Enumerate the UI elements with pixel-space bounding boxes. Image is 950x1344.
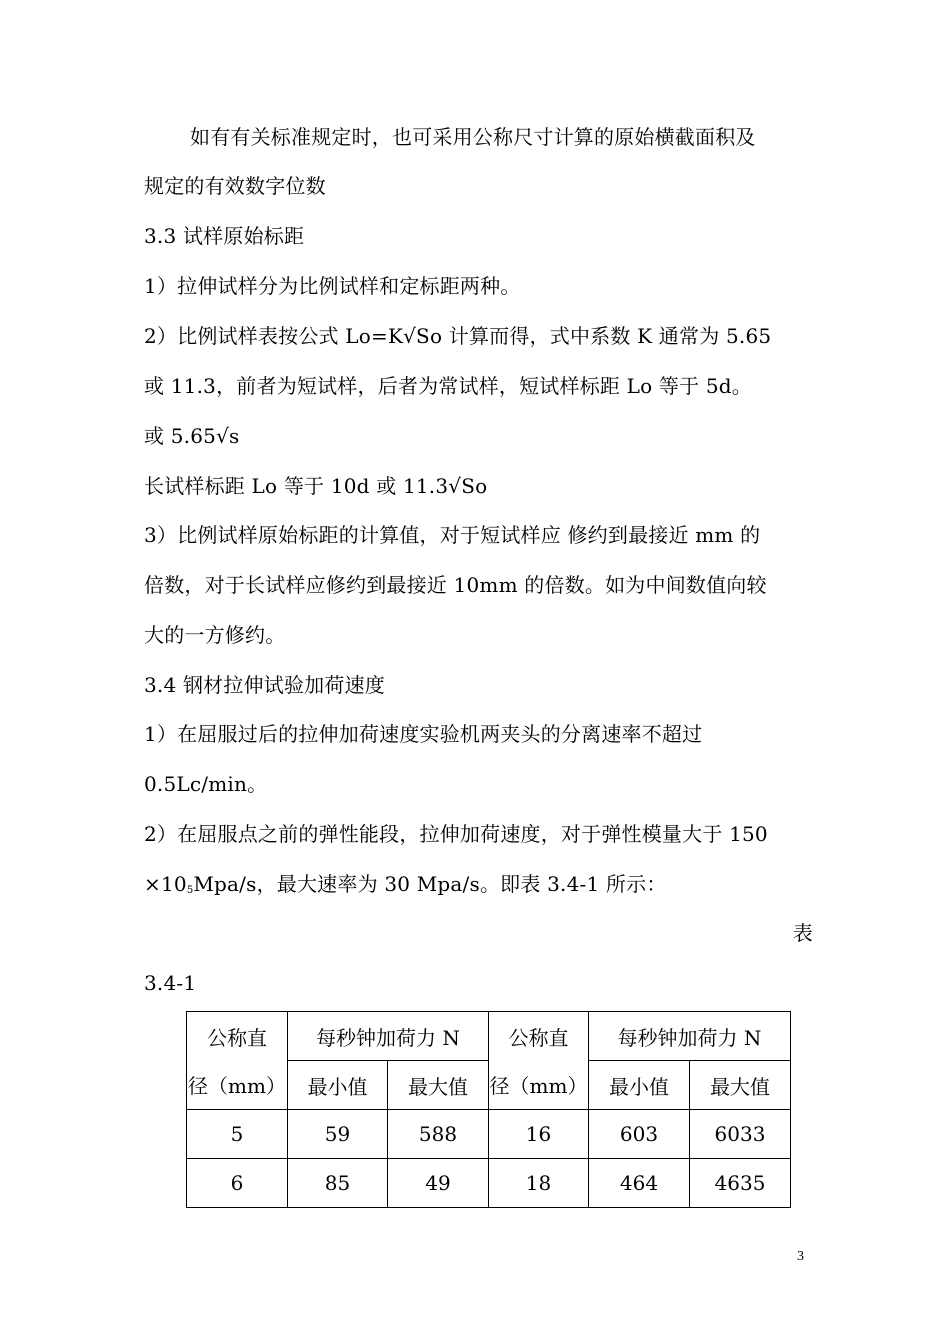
paragraph-line: 规定的有效数字位数 [144, 174, 326, 198]
paragraph-line: 倍数，对于长试样应修约到最接近 10mm 的倍数。如为中间数值向较 [144, 573, 767, 597]
table-caption-number: 3.4-1 [144, 971, 197, 995]
header-diameter-unit: 径（mm） [187, 1061, 288, 1110]
header-diameter: 公称直 [489, 1012, 589, 1061]
table-row [187, 1159, 791, 1208]
table-cell: 6033 [690, 1110, 791, 1159]
section-heading-3-3: 3.3 试样原始标距 [144, 224, 305, 248]
table-cell: 49 [388, 1159, 489, 1208]
table-cell: 5 [187, 1110, 288, 1159]
table-cell: 18 [489, 1159, 589, 1208]
header-min: 最小值 [589, 1061, 690, 1110]
list-item: 2）在屈服点之前的弹性能段，拉伸加荷速度，对于弹性模量大于 150 [144, 822, 768, 846]
table-row [187, 1110, 791, 1159]
header-force: 每秒钟加荷力 N [288, 1012, 489, 1061]
list-item: 2）比例试样表按公式 Lo=K√So 计算而得，式中系数 K 通常为 5.65 [144, 324, 772, 348]
table-cell: 59 [288, 1110, 388, 1159]
section-heading-3-4: 3.4 钢材拉伸试验加荷速度 [144, 673, 385, 697]
table-cell: 6 [187, 1159, 288, 1208]
table-cell: 464 [589, 1159, 690, 1208]
paragraph-line: 0.5Lc/min。 [144, 772, 268, 796]
header-diameter-unit: 径（mm） [489, 1061, 589, 1110]
list-item: 3）比例试样原始标距的计算值，对于短试样应 修约到最接近 mm 的 [144, 523, 761, 547]
loading-rate-table [186, 1011, 791, 1208]
table-cell: 85 [288, 1159, 388, 1208]
table-caption: 表 [792, 921, 813, 945]
paragraph-line: 如有有关标准规定时，也可采用公称尺寸计算的原始横截面积及 [190, 125, 756, 149]
paragraph-line: 大的一方修约。 [144, 623, 286, 647]
table-header-row [187, 1061, 791, 1110]
paragraph-line: 长试样标距 Lo 等于 10d 或 11.3√So [144, 474, 488, 498]
header-max: 最大值 [690, 1061, 791, 1110]
header-min: 最小值 [288, 1061, 388, 1110]
page-number: 3 [797, 1249, 804, 1264]
list-item: 1）在屈服过后的拉伸加荷速度实验机两夹头的分离速率不超过 [144, 722, 703, 746]
paragraph-line: 或 11.3，前者为短试样，后者为常试样，短试样标距 Lo 等于 5d。 [144, 374, 753, 398]
table-cell: 588 [388, 1110, 489, 1159]
table-cell: 4635 [690, 1159, 791, 1208]
header-max: 最大值 [388, 1061, 489, 1110]
paragraph-line [144, 872, 667, 903]
superscript-exponent: 5 [186, 885, 194, 896]
table-cell: 603 [589, 1110, 690, 1159]
header-diameter: 公称直 [187, 1012, 288, 1061]
header-force: 每秒钟加荷力 N [589, 1012, 791, 1061]
table-header-row [187, 1012, 791, 1061]
list-item: 1）拉伸试样分为比例试样和定标距两种。 [144, 274, 521, 298]
text-fragment: ×10 [144, 872, 187, 896]
text-fragment: Mpa/s，最大速率为 30 Mpa/s。即表 3.4-1 所示： [193, 872, 667, 896]
paragraph-line: 或 5.65√s [144, 424, 240, 448]
table-cell: 16 [489, 1110, 589, 1159]
